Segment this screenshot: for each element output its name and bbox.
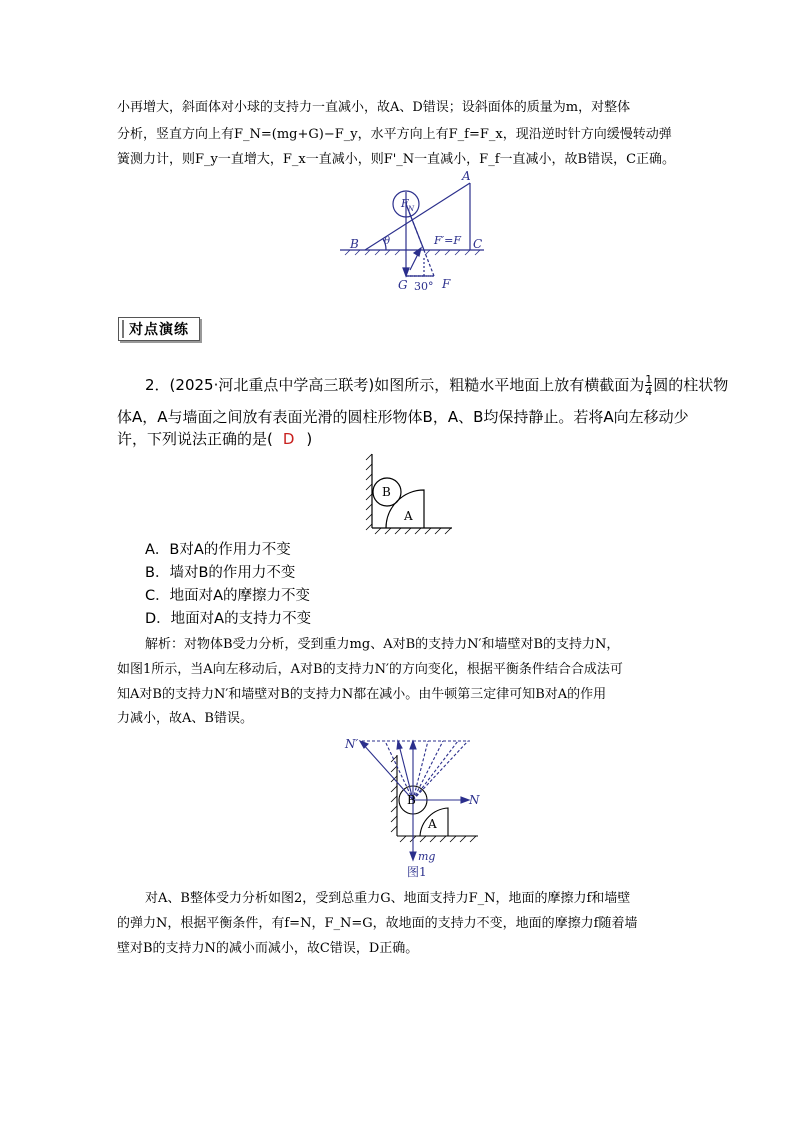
label-fn-sub: N: [408, 205, 415, 213]
label-theta: θ: [384, 236, 391, 247]
fig3-label-n: N: [469, 793, 480, 807]
fig2-label-a: A: [404, 509, 413, 523]
label-fprime: F′=F: [434, 234, 461, 247]
analysis2-line-3: 壁对B的支持力N的减小而减小，故C错误，D正确。: [117, 941, 419, 956]
analysis-line-3: 知A对B的支持力N′和墙壁对B的支持力N都在减小。由牛顿第三定律可知B对A的作用: [117, 687, 607, 702]
fig3-label-nprime: N′: [345, 737, 359, 751]
analysis2-line-2: 的弹力N，根据平衡条件，有f=N，F_N=G，故地面的支持力不变，地面的摩擦力f随着墙: [117, 916, 638, 931]
question-line-3-prefix: 许，下列说法正确的是(: [117, 430, 273, 448]
solution-line-3: 簧测力计，则F_y一直增大，F_x一直减小，则F'_N一直减小，F_f一直减小，故B错误，C正确。: [117, 152, 676, 167]
question-line-1-prefix: 2．(2025·河北重点中学高三联考)如图所示，粗糙水平地面上放有横截面为: [145, 376, 645, 394]
question-line-3-suffix: ): [306, 430, 313, 448]
analysis-line-1: 解析：对物体B受力分析，受到重力mg、A对B的支持力N′和墙壁对B的支持力N，: [145, 637, 620, 652]
solution-line-1: 小再增大，斜面体对小球的支持力一直减小，故A、D错误；设斜面体的质量为m，对整体: [117, 100, 631, 115]
option-c: C．地面对A的摩擦力不变: [145, 588, 311, 604]
label-c: C: [473, 237, 483, 251]
fig2-label-b: B: [382, 485, 391, 499]
fig3-label-mg: mg: [418, 850, 436, 863]
question-line-1-suffix: 圆的柱状物: [653, 376, 729, 394]
fig3-label-a: A: [428, 817, 437, 831]
fraction-denominator: 4: [645, 385, 653, 398]
fig3-label-b: B: [407, 793, 416, 807]
label-a: A: [462, 169, 471, 183]
label-angle: 30°: [414, 280, 434, 293]
label-f: F: [442, 277, 451, 291]
question-line-2: 体A，A与墙面之间放有表面光滑的圆柱形物体B，A、B均保持静止。若将A向左移动少: [117, 408, 689, 426]
analysis-line-4: 力减小，故A、B错误。: [117, 711, 253, 726]
label-g: G: [398, 278, 408, 292]
fraction-numerator: 1: [645, 373, 653, 386]
analysis2-line-1: 对A、B整体受力分析如图2，受到总重力G、地面支持力F_N，地面的摩擦力f和墙壁: [145, 891, 631, 906]
option-d: D．地面对A的支持力不变: [145, 611, 312, 627]
option-b: B．墙对B的作用力不变: [145, 565, 296, 581]
analysis-line-2: 如图1所示，当A向左移动后，A对B的支持力N′的方向变化，根据平衡条件结合合成法可: [117, 662, 623, 677]
label-fn: F: [401, 197, 409, 210]
fig3-caption: 图1: [407, 865, 427, 879]
section-tag-label: 对点演练: [129, 322, 189, 338]
option-a: A．B对A的作用力不变: [145, 542, 291, 558]
answer-label: D: [282, 430, 295, 448]
label-b: B: [350, 237, 359, 251]
solution-line-2: 分析，竖直方向上有F_N=(mg+G)−F_y，水平方向上有F_f=F_x，现沿逆时针方向缓慢转动弹: [117, 127, 672, 142]
